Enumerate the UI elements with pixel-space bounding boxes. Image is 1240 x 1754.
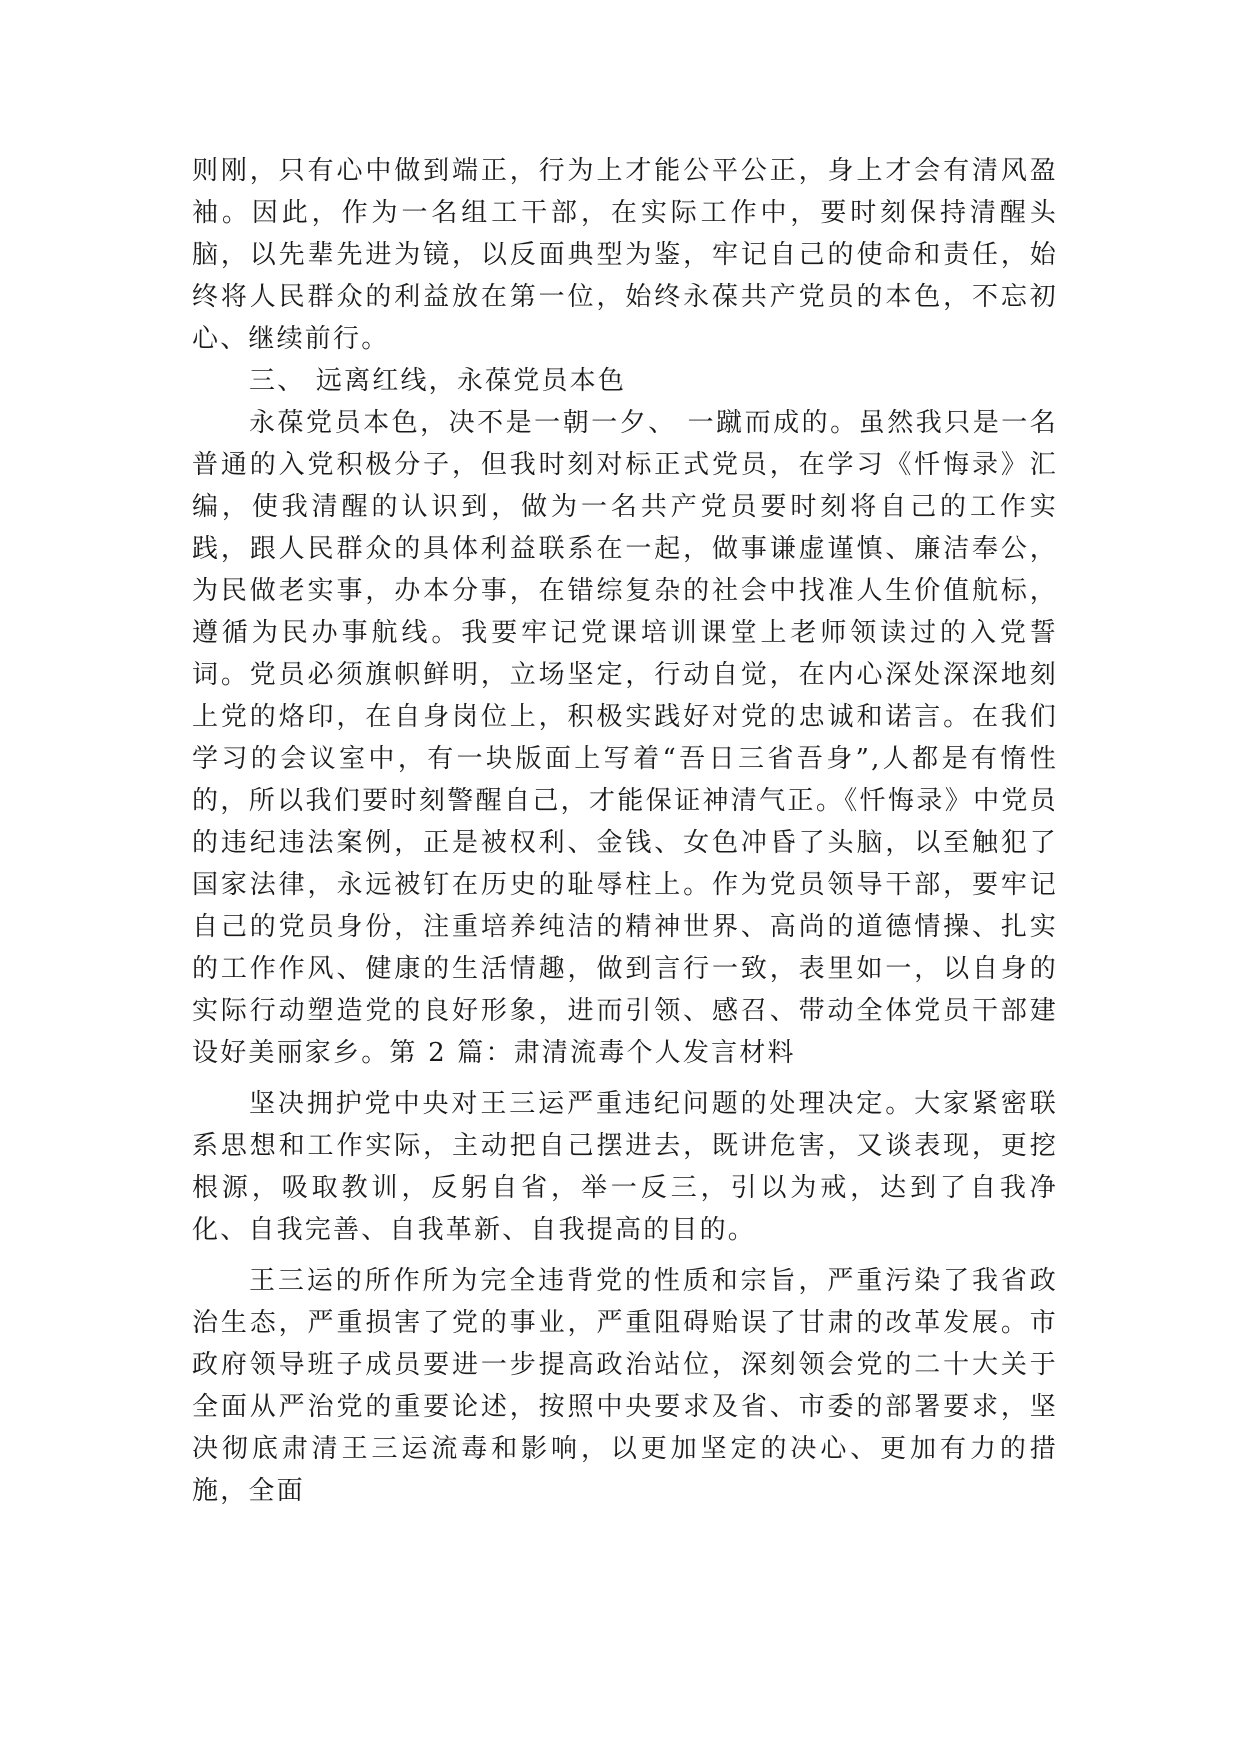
paragraph-support-decision: 坚决拥护党中央对王三运严重违纪问题的处理决定。大家紧密联系思想和工作实际，主动把自己摆进去，既讲危害，又谈表现，更挖根源，吸取教训，反躬自省，举一反三，引以为戒，达到了自我净化、自我完善、自我革新、自我提高的目的。 [192, 1089, 1058, 1245]
paragraph-wang-sanyun-impact: 王三运的所作所为完全违背党的性质和宗旨，严重污染了我省政治生态，严重损害了党的事业，严重阻碍贻误了甘肃的改革发展。市政府领导班子成员要进一步提高政治站位，深刻领会党的二十大关于全面从严治党的重要论述，按照中央要求及省、市委的部署要求，坚决彻底肃清王三运流毒和影响，以更加坚定的决心、更加有力的措施，全面 [192, 1266, 1058, 1506]
section-heading-three: 三、 远离红线，永葆党员本色 [249, 366, 627, 396]
document-body [192, 150, 1058, 1512]
paragraph-party-member-character: 永葆党员本色，决不是一朝一夕、 一蹴而成的。虽然我只是一名普通的入党积极分子，但我时刻对标正式党员，在学习《忏悔录》汇编，使我清醒的认识到，做为一名共产党员要时刻将自己的工作实践，跟人民群众的具体利益联系在一起，做事谦虚谨慎、廉洁奉公，为民做老实事，办本分事，在错综复杂的社会中找准人生价值航标，遵循为民办事航线。我要牢记党课培训课堂上老师领读过的入党誓词。党员必须旗帜鲜明，立场坚定，行动自觉，在内心深处深深地刻上党的烙印，在自身岗位上，积极实践好对党的忠诚和诺言。在我们学习的会议室中，有一块版面上写着“吾日三省吾身”,人都是有惰性的，所以我们要时刻警醒自己，才能保证神清气正。《忏悔录》中党员的违纪违法案例，正是被权利、金钱、女色冲昏了头脑，以至触犯了国家法律，永远被钉在历史的耻辱柱上。作为党员领导干部，要牢记自己的党员身份，注重培养纯洁的精神世界、高尚的道德情操、扎实的工作作风、健康的生活情趣，做到言行一致，表里如一，以自身的实际行动塑造党的良好形象，进而引领、感召、带动全体党员干部建设好美丽家乡。第 2 篇：肃清流毒个人发言材料 [192, 408, 1058, 1068]
paragraph-continued-text: 则刚，只有心中做到端正，行为上才能公平公正，身上才会有清风盈袖。因此，作为一名组工干部，在实际工作中，要时刻保持清醒头脑，以先辈先进为镜，以反面典型为鉴，牢记自己的使命和责任，始终将人民群众的利益放在第一位，始终永葆共产党员的本色，不忘初心、继续前行。 [192, 156, 1058, 354]
